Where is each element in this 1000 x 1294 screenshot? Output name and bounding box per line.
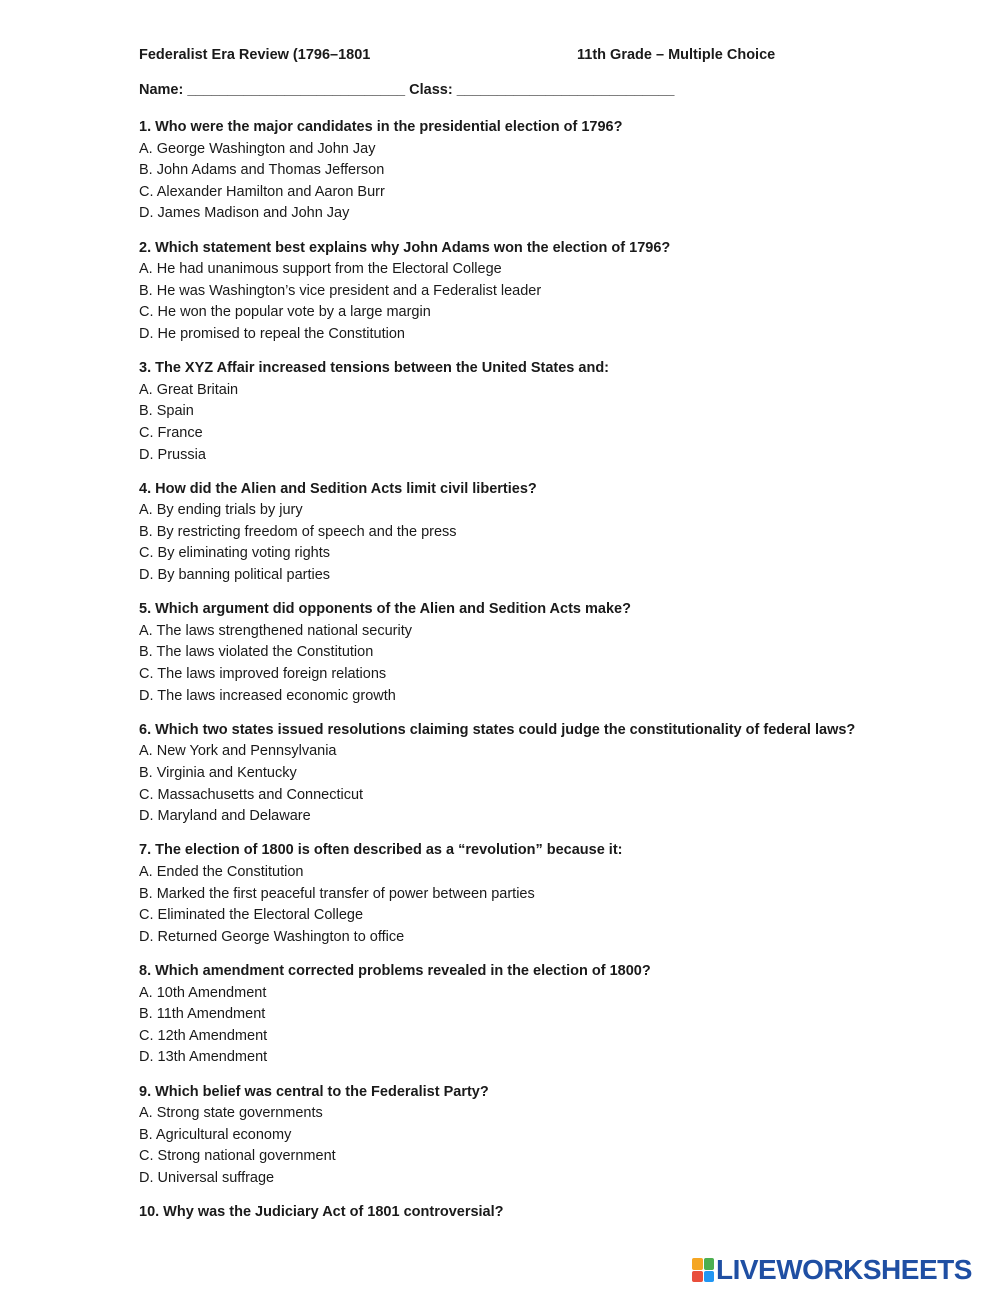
logo-square-3 [692,1271,703,1283]
answer-option[interactable]: B. He was Washington’s vice president and a Federalist leader [139,282,542,299]
logo-square-1 [692,1258,703,1270]
answer-option[interactable]: B. The laws violated the Constitution [139,644,374,661]
answer-option[interactable]: C. By eliminating voting rights [139,545,330,562]
logo-square-4 [704,1271,715,1283]
question-block [139,720,959,828]
question-text: 8. Which amendment corrected problems revealed in the election of 1800? [139,962,651,979]
question-block [139,840,959,948]
answer-option[interactable]: D. 13th Amendment [139,1049,268,1066]
answer-option[interactable]: D. Maryland and Delaware [139,808,311,825]
answer-option[interactable]: D. James Madison and John Jay [139,205,350,222]
answer-option[interactable]: B. John Adams and Thomas Jefferson [139,162,385,179]
answer-option[interactable]: A. Strong state governments [139,1105,323,1122]
answer-option[interactable]: D. He promised to repeal the Constitution [139,325,405,342]
answer-option[interactable]: C. Strong national government [139,1148,336,1165]
question-text: 9. Which belief was central to the Federalist Party? [139,1083,489,1100]
question-block [139,117,959,225]
question-text: 10. Why was the Judiciary Act of 1801 controversial? [139,1204,504,1221]
answer-option[interactable]: D. Prussia [139,446,206,463]
question-block [139,961,959,1069]
answer-option[interactable]: C. Alexander Hamilton and Aaron Burr [139,183,385,200]
answer-option[interactable]: B. Marked the first peaceful transfer of power between parties [139,885,535,902]
answer-option[interactable]: A. The laws strengthened national security [139,622,412,639]
answer-option[interactable]: D. By banning political parties [139,567,331,584]
answer-option[interactable]: A. By ending trials by jury [139,502,303,519]
answer-option[interactable]: D. Returned George Washington to office [139,928,405,945]
name-label: Name: [139,82,184,98]
question-text: 1. Who were the major candidates in the presidential election of 1796? [139,119,623,135]
question-block [139,599,959,707]
question-text: 4. How did the Alien and Sedition Acts limit civil liberties? [139,480,537,497]
answer-option[interactable]: B. By restricting freedom of speech and the press [139,523,457,540]
answer-option[interactable]: A. New York and Pennsylvania [139,743,337,760]
answer-option[interactable]: D. Universal suffrage [139,1169,275,1186]
liveworksheets-logo [692,1255,972,1285]
worksheet-title: Federalist Era Review (1796–1801 [139,47,371,63]
liveworksheets-logo-icon [692,1258,714,1282]
question-block [139,358,959,466]
answer-option[interactable]: D. The laws increased economic growth [139,687,396,704]
answer-option[interactable]: A. George Washington and John Jay [139,140,376,157]
question-block [139,1202,959,1224]
class-field[interactable]: ___________________________ [456,82,675,98]
answer-option[interactable]: B. Agricultural economy [139,1126,292,1143]
answer-option[interactable]: C. 12th Amendment [139,1027,268,1044]
answer-option[interactable]: C. Massachusetts and Connecticut [139,786,364,803]
question-block [139,1082,959,1190]
answer-option[interactable]: C. The laws improved foreign relations [139,666,387,683]
question-block [139,238,959,346]
answer-option[interactable]: B. Virginia and Kentucky [139,765,297,781]
name-field[interactable]: ___________________________ [187,82,406,98]
worksheet-subtitle: 11th Grade – Multiple Choice [577,47,776,63]
question-block [139,479,959,587]
question-text: 5. Which argument did opponents of the Alien and Sedition Acts make? [139,601,631,618]
question-text: 2. Which statement best explains why John Adams won the election of 1796? [139,239,671,256]
question-text: 6. Which two states issued resolutions claiming states could judge the constitutionality of federal laws? [139,721,856,738]
class-label: Class: [409,82,453,98]
answer-option[interactable]: B. 11th Amendment [139,1006,266,1023]
answer-option[interactable]: A. He had unanimous support from the Electoral College [139,261,502,278]
question-text: 3. The XYZ Affair increased tensions between the United States and: [139,360,610,377]
student-info-row [139,82,674,98]
answer-option[interactable]: C. He won the popular vote by a large margin [139,304,431,321]
question-text: 7. The election of 1800 is often described as a “revolution” because it: [139,842,623,859]
answer-option[interactable]: C. France [139,424,203,441]
answer-option[interactable]: A. Great Britain [139,381,239,398]
answer-option[interactable]: B. Spain [139,403,194,420]
logo-text: LIVEWORKSHEETS [716,1254,972,1285]
question-list [139,117,959,1236]
answer-option[interactable]: C. Eliminated the Electoral College [139,907,364,924]
answer-option[interactable]: A. 10th Amendment [139,984,267,1001]
answer-option[interactable]: A. Ended the Constitution [139,863,304,880]
logo-square-2 [704,1258,715,1270]
